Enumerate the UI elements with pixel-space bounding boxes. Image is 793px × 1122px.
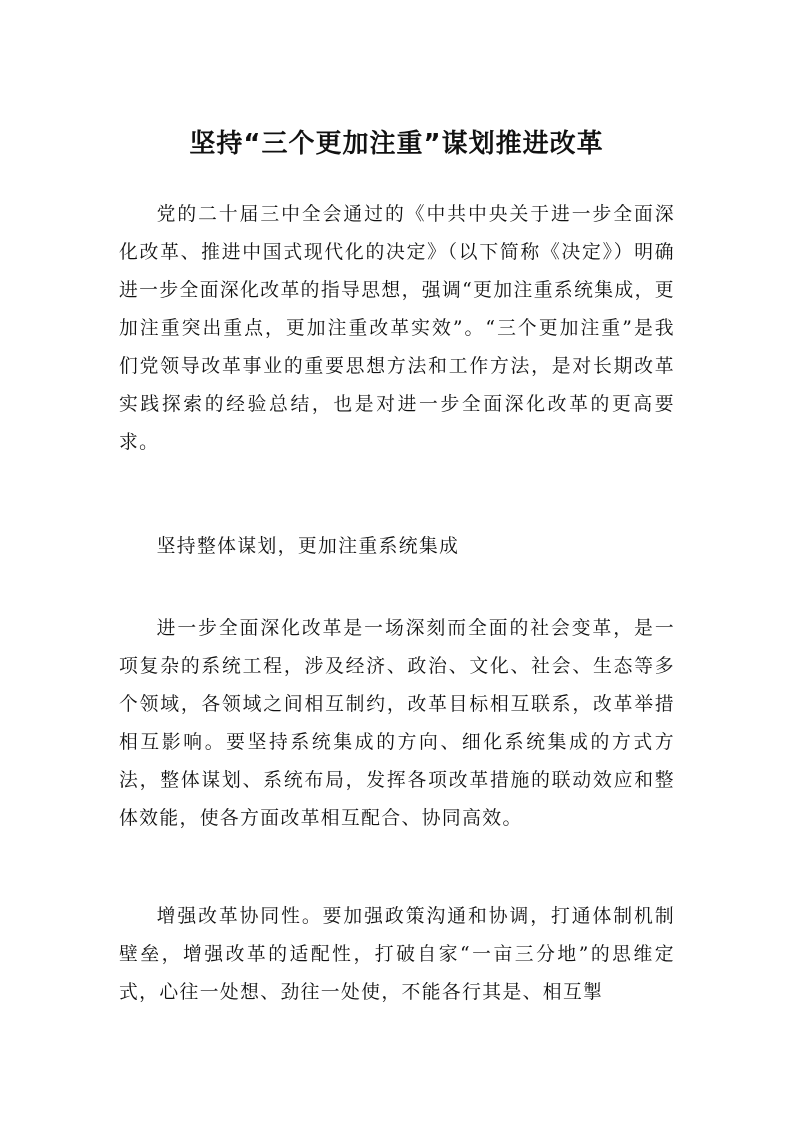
document-title: 坚持“三个更加注重”谋划推进改革 [189, 129, 604, 159]
section-heading: 坚持整体谋划，更加注重系统集成 [156, 536, 460, 557]
body-paragraph: 增强改革协同性。要加强政策沟通和协调，打通体制机制壁垒，增强改革的适配性，打破自家“一亩三分地”的思维定式，心往一处想、劲往一处使，不能各行其是、相互掣 [119, 906, 675, 1003]
intro-paragraph: 党的二十届三中全会通过的《中共中央关于进一步全面深化改革、推进中国式现代化的决定》（以下简称《决定》）明确进一步全面深化改革的指导思想，强调“更加注重系统集成，更加注重突出重点，更加注重改革实效”。“三个更加注重”是我们党领导改革事业的重要思想方法和工作方法，是对长期改革实践探索的经验总结，也是对进一步全面深化改革的更高要求。 [119, 204, 675, 453]
body-paragraph: 进一步全面深化改革是一场深刻而全面的社会变革，是一项复杂的系统工程，涉及经济、政治、文化、社会、生态等多个领域，各领域之间相互制约，改革目标相互联系，改革举措相互影响。要坚持系统集成的方向、细化系统集成的方式方法，整体谋划、系统布局，发挥各项改革措施的联动效应和整体效能，使各方面改革相互配合、协同高效。 [119, 618, 675, 829]
